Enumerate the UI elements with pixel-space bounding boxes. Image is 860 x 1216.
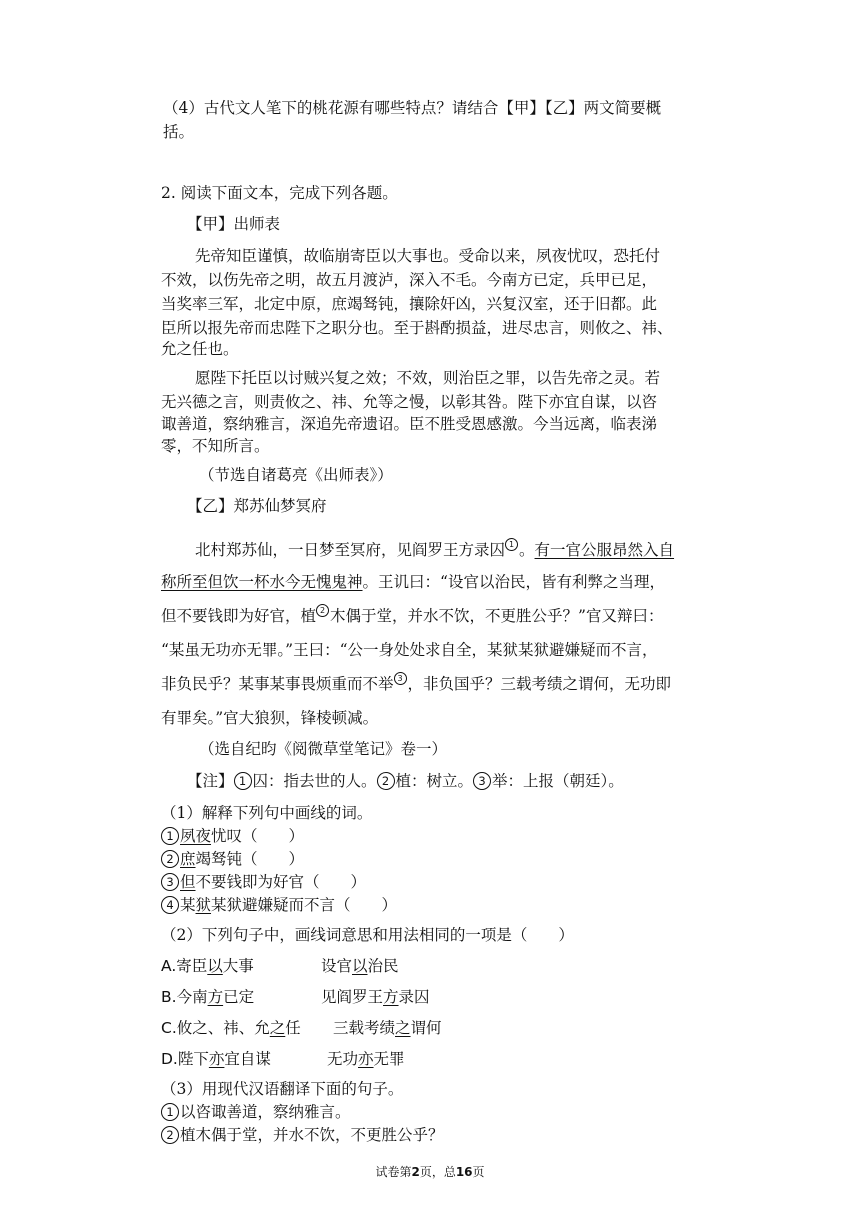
jia-p2-line-3: 诹善道，察纳雅言，深追先帝遗诏。臣不胜受恩感激。今当远离，临表涕 [161,415,658,433]
sub-question-1-item-2: 2 庶竭驽钝（ ） [161,849,304,869]
yi-title: 【乙】郑苏仙梦冥府 [187,497,327,515]
yi-source: （选自纪昀《阅微草堂笔记》卷一） [199,740,448,758]
question-2-intro: 2. 阅读下面文本，完成下列各题。 [161,184,398,202]
jia-p1-line-5: 允之任也。 [161,340,239,358]
sub-question-3-title: （3）用现代汉语翻译下面的句子。 [161,1080,404,1098]
jia-p1-line-1: 先帝知臣谨慎，故临崩寄臣以大事也。受命以来，夙夜忧叹，恐托付 [195,247,661,265]
note-marker-3: 3 [394,672,407,685]
sub-question-1-item-1: 1 夙夜忧叹（ ） [161,826,304,846]
jia-p2-line-1: 愿陛下托臣以讨贼兴复之效；不效，则治臣之罪，以告先帝之灵。若 [195,369,661,387]
sub-question-1-item-3: 3 但不要钱即为好官（ ） [161,872,366,892]
sub-question-3-item-1: 1 以咨诹善道，察纳雅言。 [161,1102,351,1122]
option-b-compare: 见阎罗王方录囚 [321,988,430,1006]
question-4-line-1: （4）古代文人笔下的桃花源有哪些特点？请结合【甲】【乙】两文简要概 [163,99,662,117]
yi-line-5: 非负民乎？某事某事畏烦重而不举 $^3$ ，非负国乎？三载考绩之谓何，无功即 [161,674,672,693]
yi-line-3: 但不要钱即为好官，植 $^2$ 木偶于堂，并水不饮，不更胜公乎？”官又辩曰： [161,606,664,625]
page-number: 2 [411,1165,420,1179]
page-total: 16 [455,1165,473,1179]
underlined-sentence: 称所至但饮一杯水今无愧鬼神 [161,573,363,591]
jia-p1-line-4: 臣所以报先帝而忠陛下之职分也。至于斟酌损益，进尽忠言，则攸之、祎、 [161,319,673,337]
option-a: A.寄臣以大事 [161,957,254,975]
sub-question-1-item-4: 4 某狱某狱避嫌疑而不言（ ） [161,895,397,915]
page-footer: 试卷第2页，总16页 [375,1165,485,1179]
yi-line-6: 有罪矣。”官大狼狈，锋棱顿减。 [161,709,379,727]
sub-question-1-title: （1）解释下列句中画线的词。 [161,804,373,822]
sub-question-3-item-2: 2 植木偶于堂，并水不饮，不更胜公乎？ [161,1125,444,1145]
jia-title: 【甲】出师表 [187,215,281,233]
jia-p2-line-4: 零，不知所言。 [161,437,270,455]
jia-p1-line-3: 当奖率三军，北定中原，庶竭驽钝，攘除奸凶，兴复汉室，还于旧都。此 [161,295,658,313]
option-c: C.攸之、祎、允之任 [161,1019,301,1037]
option-c-compare: 三载考绩之谓何 [333,1019,442,1037]
yi-line-2: 称所至但饮一杯水今无愧鬼神。王讥曰：“设官以治民，皆有利弊之当理， [161,573,665,591]
yi-line-4: “某虽无功亦无罪。”王曰：“公一身处处求自全，某狱某狱避嫌疑而不言， [161,641,658,659]
option-a-compare: 设官以治民 [321,957,399,975]
underlined-sentence: 有一官公服昂然入自 [534,541,675,559]
note-number-1: 1 [234,772,252,790]
option-d-compare: 无功亦无罪 [327,1050,405,1068]
sub-question-2-title: （2）下列句子中，画线词意思和用法相同的一项是（ ） [161,926,574,944]
yi-notes: 【注】 1 囚：指去世的人。 2 植：树立。 3 举：上报（朝廷）。 [187,772,624,790]
jia-p1-line-2: 不效，以伤先帝之明，故五月渡泸，深入不毛。今南方已定，兵甲已足， [161,271,658,289]
option-b: B.今南方已定 [161,988,255,1006]
jia-source: （节选自诸葛亮《出师表》） [199,466,393,484]
note-marker-2: 2 [316,604,329,617]
question-4-line-2: 括。 [163,123,195,141]
note-marker-1: 1 [505,538,518,551]
yi-line-1: 北村郑苏仙，一日梦至冥府，见阎罗王方录囚 $^1$ 。有一官公服昂然入自 [195,540,675,559]
jia-p2-line-2: 无兴德之言，则责攸之、祎、允等之慢，以彰其咎。陛下亦宜自谋，以咨 [161,393,658,411]
note-number-3: 3 [473,772,491,790]
option-d: D.陛下亦宜自谋 [161,1050,271,1068]
note-number-2: 2 [377,772,395,790]
